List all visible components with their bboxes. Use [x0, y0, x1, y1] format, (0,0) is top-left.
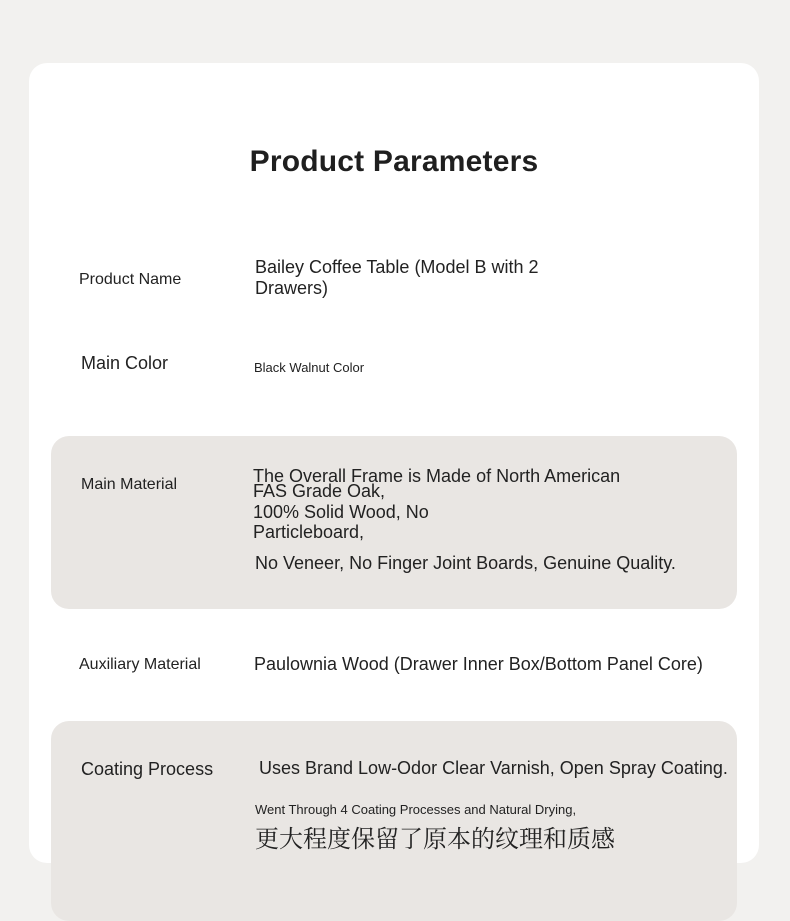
- label-main-material: Main Material: [81, 476, 178, 493]
- value-main-material-line5: No Veneer, No Finger Joint Boards, Genuine Quality.: [255, 553, 676, 573]
- value-auxiliary-material: Paulownia Wood (Drawer Inner Box/Bottom Panel Core): [254, 654, 703, 674]
- value-main-material-line4: Particleboard,: [253, 522, 365, 542]
- value-main-material-line1: The Overall Frame is Made of North American: [253, 466, 621, 486]
- value-coating-line3: 更大程度保留了原本的纹理和质感: [255, 826, 615, 853]
- value-main-material-line3: 100% Solid Wood, No: [253, 502, 429, 522]
- label-main-color: Main Color: [81, 353, 169, 373]
- page-title: Product Parameters: [249, 145, 539, 178]
- label-product-name: Product Name: [79, 271, 182, 288]
- parameters-card: [29, 63, 759, 863]
- label-coating-process: Coating Process: [81, 759, 214, 779]
- label-auxiliary-material: Auxiliary Material: [79, 656, 201, 673]
- value-coating-line2: Went Through 4 Coating Processes and Natural Drying,: [255, 802, 577, 817]
- value-main-material-line2: FAS Grade Oak,: [253, 481, 386, 501]
- value-product-name: Bailey Coffee Table (Model B with 2 Drawers): [255, 257, 539, 298]
- value-coating-line1: Uses Brand Low-Odor Clear Varnish, Open Spray Coating.: [259, 758, 728, 778]
- row-coating-process: [51, 721, 737, 921]
- value-main-color: Black Walnut Color: [254, 360, 365, 375]
